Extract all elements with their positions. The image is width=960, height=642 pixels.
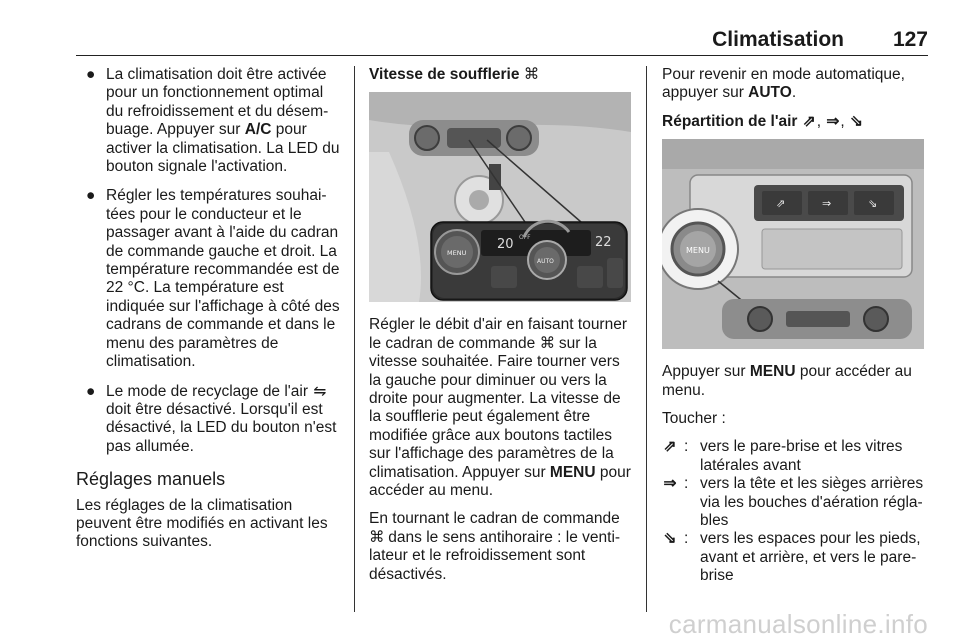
list-item: ⇗ : vers le pare-brise et les vitres latérales avant	[663, 438, 903, 474]
menu-key: MENU	[749, 363, 796, 381]
climate-panel-figure	[369, 92, 631, 302]
subheading-fan-speed: Vitesse de soufflerie ⌘	[369, 66, 540, 83]
fig-auto-label: AUTO	[537, 258, 554, 266]
air-distribution-list	[662, 438, 928, 585]
auto-paragraph: Pour revenir en mode automatique, appuyer sur AUTO.	[662, 66, 905, 102]
section-heading: Réglages manuels	[76, 469, 226, 490]
fan-icon: ⌘	[369, 528, 385, 546]
auto-key: AUTO	[748, 84, 792, 102]
column-2	[369, 66, 635, 594]
bullet-temperature: ● Régler les températures souhaitées pour le conducteur et le passager avant à l'aide du cadran de commande gauche et droit. La température recommandée est de 22 °C. La température est indiquée sur l'affichage à côté des cadrans de commande et dans le menu des paramètres de climatisation.	[86, 187, 340, 371]
svg-text:⇗: ⇗	[776, 197, 786, 211]
infotainment-figure	[662, 139, 924, 349]
recirculation-icon: ⇋	[313, 382, 327, 400]
fan-icon: ⌘	[539, 334, 556, 352]
bullet-ac: ● La climatisation doit être activée pour un fonctionnement optimal du refroidissement et du désembuage. Appuyer sur A/C pour activer la climatisation. La LED du bouton signale l'activation.	[86, 66, 340, 176]
bullet-dot: ●	[86, 187, 96, 205]
list-item: ⇒ : vers la tête et les sièges arrières via les bouches d'aération réglables	[663, 475, 924, 530]
column-3	[662, 66, 928, 586]
footwell-icon: ⇘	[850, 112, 864, 130]
footwell-icon: ⇘	[663, 530, 677, 548]
ac-key: A/C	[244, 121, 272, 139]
section-paragraph: Les réglages de la climatisation peuvent être modifiés en activant les fonctions suivantes.	[76, 496, 328, 551]
page-number: 127	[892, 28, 928, 51]
fan-paragraph-2: En tournant le cadran de commande ⌘ dans le sens antihoraire : le ventilateur et le refroidissement sont désactivés.	[369, 510, 621, 583]
svg-text:⇘: ⇘	[868, 197, 878, 211]
svg-text:⇒: ⇒	[822, 197, 832, 211]
column-divider-1	[354, 66, 355, 612]
fig-off-label: OFF	[519, 234, 531, 242]
fig-temp-left: 20	[497, 237, 514, 253]
page-header	[76, 28, 928, 52]
bullet-dot: ●	[86, 66, 96, 83]
fan-icon: ⌘	[523, 66, 540, 83]
touch-label: Toucher :	[662, 410, 726, 428]
page-title: Climatisation	[712, 28, 844, 51]
bullet-recirculation: ● Le mode de recyclage de l'air ⇋ doit être désactivé. Lorsqu'il est désactivé, la LED du bouton n'est pas allumée.	[86, 382, 337, 455]
fig-temp-right: 22	[595, 235, 612, 251]
windscreen-icon: ⇗	[663, 438, 677, 456]
watermark: carmanualsonline.info	[668, 609, 928, 639]
subheading-air-distribution: Répartition de l'air ⇗, ⇒, ⇘	[662, 112, 864, 130]
windscreen-icon: ⇗	[802, 112, 816, 130]
head-vent-icon: ⇒	[663, 475, 677, 493]
menu-key: MENU	[549, 463, 596, 481]
bullet-dot: ●	[86, 382, 96, 400]
column-divider-2	[646, 66, 647, 612]
fig-menu-label: MENU	[447, 249, 467, 258]
list-item: ⇘ : vers les espaces pour les pieds, avant et arrière, et vers le pare-brise	[663, 530, 921, 585]
head-vent-icon: ⇒	[826, 112, 840, 130]
column-1	[76, 66, 342, 562]
menu-paragraph: Appuyer sur MENU pour accéder au menu.	[662, 363, 912, 399]
fan-paragraph-1: Régler le débit d'air en faisant tourner le cadran de commande ⌘ sur la vitesse souhaitée. Faire tourner vers la gauche pour diminuer ou vers la droite pour augmenter. La vitesse de la soufflerie peut également être modifiée grâce aux boutons tactiles sur l'affichage des paramètres de la climatisation. Appuyer sur MENU pour accéder au menu.	[369, 316, 631, 500]
header-rule	[76, 55, 928, 56]
fig-menu-label: MENU	[686, 246, 710, 256]
